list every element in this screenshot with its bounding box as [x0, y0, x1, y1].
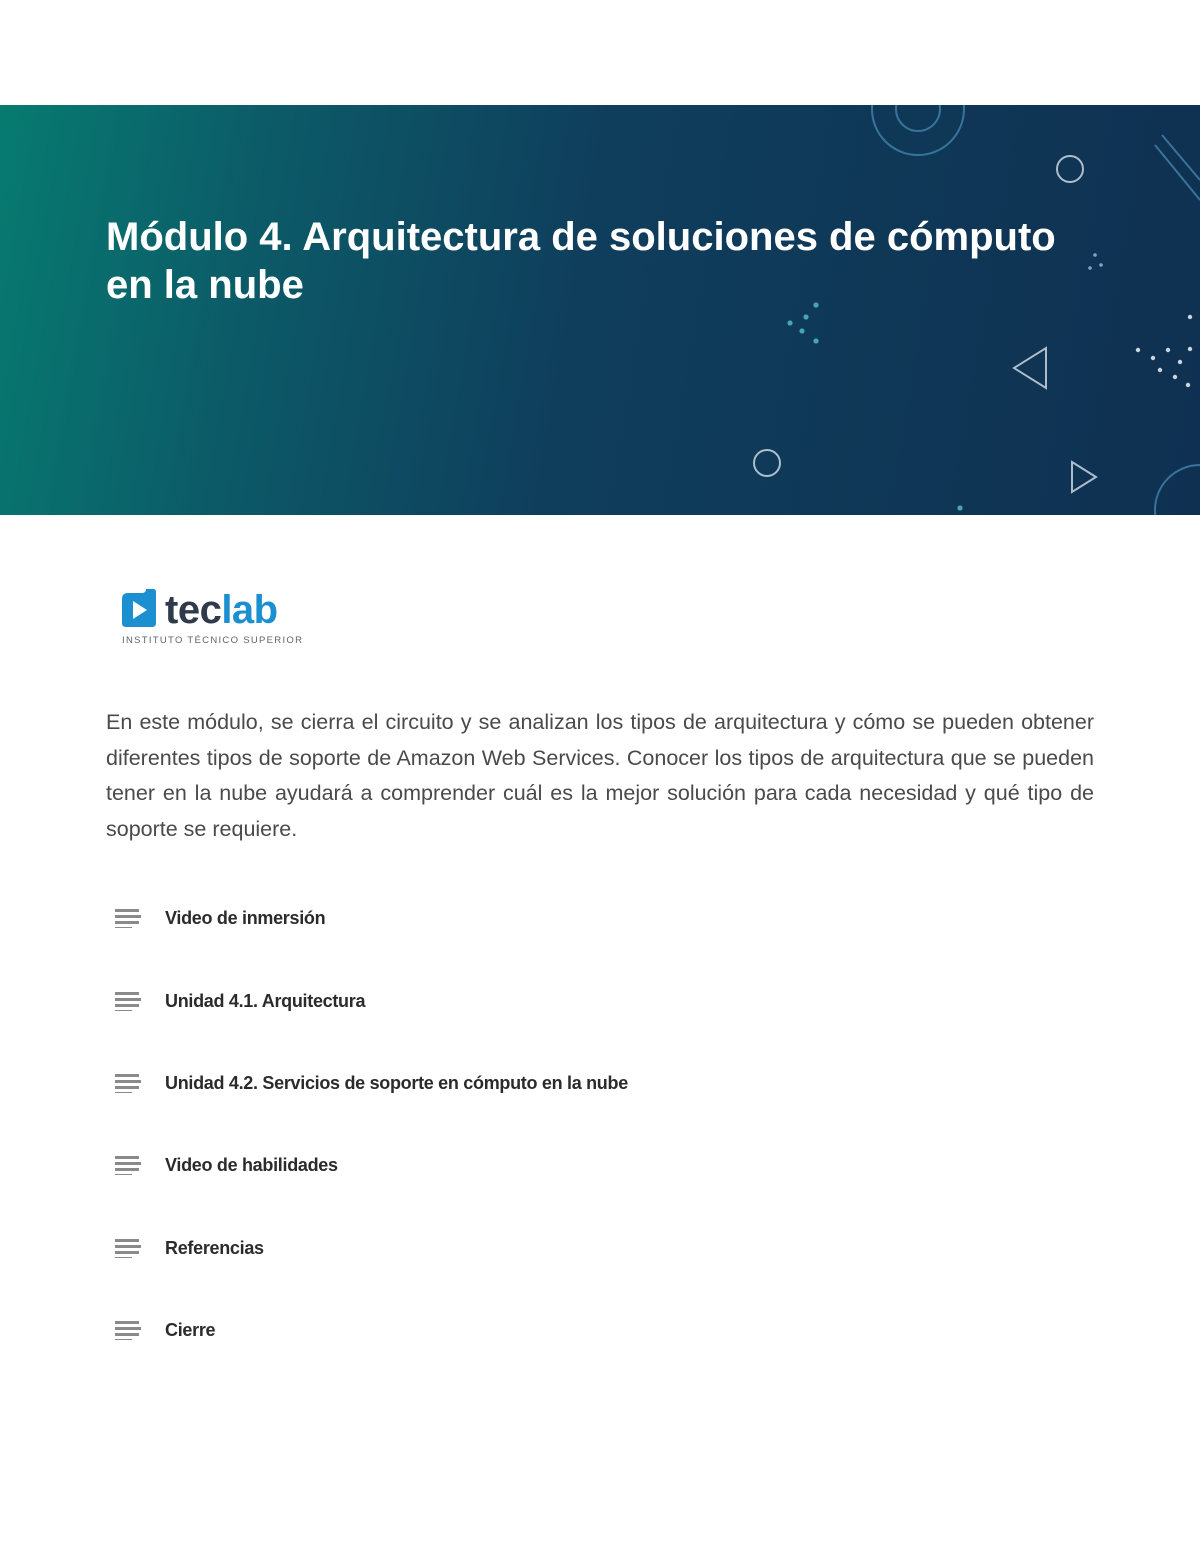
text-lines-icon: [115, 991, 141, 1011]
logo-subtitle: INSTITUTO TÉCNICO SUPERIOR: [122, 635, 304, 646]
toc-item-referencias[interactable]: [115, 1220, 1015, 1276]
toc-item-label: Cierre: [165, 1319, 216, 1340]
toc-item-video-inmersion[interactable]: [115, 890, 1015, 946]
toc-item-cierre[interactable]: [115, 1302, 1015, 1358]
toc-item-label: Referencias: [165, 1237, 264, 1258]
toc-item-label: Unidad 4.1. Arquitectura: [165, 990, 366, 1011]
logo-wordmark-part2: lab: [221, 588, 278, 632]
toc-item-unidad-4-2[interactable]: [115, 1055, 1015, 1111]
text-lines-icon: [115, 1073, 141, 1093]
logo-wordmark: [165, 588, 278, 632]
toc-item-label: Unidad 4.2. Servicios de soporte en cómputo en la nube: [165, 1072, 628, 1093]
banner-decoration: [0, 105, 1200, 515]
toc-item-label: Video de inmersión: [165, 907, 326, 928]
text-lines-icon: [115, 1320, 141, 1340]
logo-wordmark-part1: tec: [165, 588, 222, 632]
teclab-logo: [120, 585, 310, 655]
intro-paragraph: En este módulo, se cierra el circuito y se analizan los tipos de arquitectura y cómo se pueden obtener diferentes tipos de soporte de Amazon Web Services. Conocer los tipos de arquitectura que se pueden tener en la nube ayudará a comprender cuál es la mejor solución para cada necesidad y qué tipo de soporte se requiere.: [106, 710, 1094, 841]
toc-item-video-habilidades[interactable]: [115, 1137, 1015, 1193]
toc-item-unidad-4-1[interactable]: [115, 973, 1015, 1029]
text-lines-icon: [115, 908, 141, 928]
page-title: Módulo 4. Arquitectura de soluciones de cómputo en la nube: [106, 215, 1056, 307]
text-lines-icon: [115, 1238, 141, 1258]
play-logo-icon: [120, 587, 158, 631]
module-banner: [0, 105, 1200, 515]
toc-item-label: Video de habilidades: [165, 1154, 338, 1175]
text-lines-icon: [115, 1155, 141, 1175]
